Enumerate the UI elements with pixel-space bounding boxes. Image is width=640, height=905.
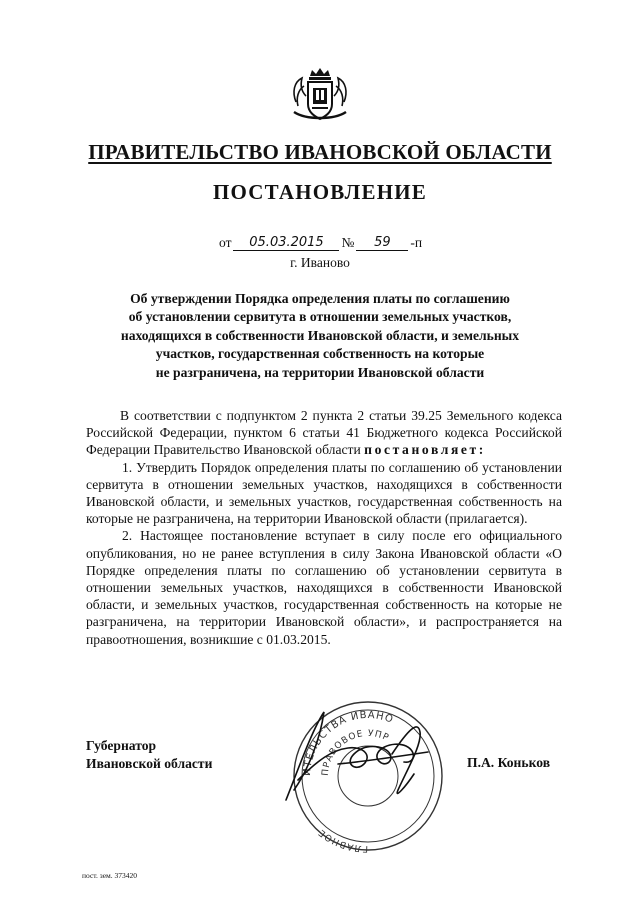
handwritten-signature (268, 690, 468, 810)
heading-line: участков, государственная собственность на которые (155, 346, 485, 362)
date-number-line (219, 235, 422, 251)
position-line-1: Губернатор (86, 738, 157, 753)
number-sign: № (341, 235, 355, 250)
document-body (86, 407, 562, 648)
document-heading (90, 290, 550, 382)
government-title: ПРАВИТЕЛЬСТВО ИВАНОВСКОЙ ОБЛАСТИ (88, 140, 552, 164)
stamp-text-left: ГЛАВНОЕ (316, 826, 369, 854)
resolves-word: постановляет: (364, 442, 486, 458)
heading-line: находящихся в собственности Ивановской области, и земельных (120, 327, 520, 343)
stamp-text-mid: ПРАВОВОЕ УПР (320, 728, 391, 777)
date-prefix: от (219, 235, 232, 250)
coat-of-arms-icon (288, 62, 352, 126)
heading-line: Об утверждении Порядка определения платы по соглашению (130, 291, 510, 306)
heading-line: не разграничена, на территории Ивановской области (155, 364, 485, 380)
item-2-paragraph: 2. Настоящее постановление вступает в силу после его официального опубликования, но не ранее вступления в силу Закона Ивановской области «О Порядке определения платы по соглашению об установлении сервитута в отношении земельных участков, находящихся в собственности Ивановской области, и земельных участков, государственная собственность на которые не разграничена, на территории Ивановской области», и распространяется на правоотношения, возникшие с 01.03.2015. (86, 528, 562, 647)
footer-code: пост. зем. 373420 (82, 871, 138, 880)
number-field: 59 (356, 235, 408, 251)
number-suffix: -п (410, 235, 423, 250)
preamble-text: В соответствии с подпунктом 2 пункта 2 статьи 39.25 Земельного кодекса Российской Федерации, пунктом 6 статьи 41 Бюджетного кодекса Российской Федерации Правительство Ивановской области (86, 408, 562, 458)
document-type: ПОСТАНОВЛЕНИЕ (212, 180, 428, 204)
svg-text:ГЛАВНОЕ (317, 826, 369, 853)
preamble-paragraph (86, 407, 562, 459)
stamp-text-top: ИТЕЛЬСТВА ИВАНО (301, 709, 396, 777)
city: г. Иваново (290, 255, 350, 270)
signer-name: П.А. Коньков (467, 755, 551, 770)
item-1-paragraph: 1. Утвердить Порядок определения платы по соглашению об установлении сервитута в отношении земельных участков, находящихся в собственности Ивановской области, и земельных участков, государственная собственность на которые не разграничена, на территории Ивановской области (прилагается). (86, 459, 562, 527)
date-field: 05.03.2015 (233, 235, 339, 251)
position-line-2: Ивановской области (86, 756, 213, 771)
heading-line: об установлении сервитута в отношении земельных участков, (128, 309, 512, 325)
signer-position (86, 737, 212, 773)
